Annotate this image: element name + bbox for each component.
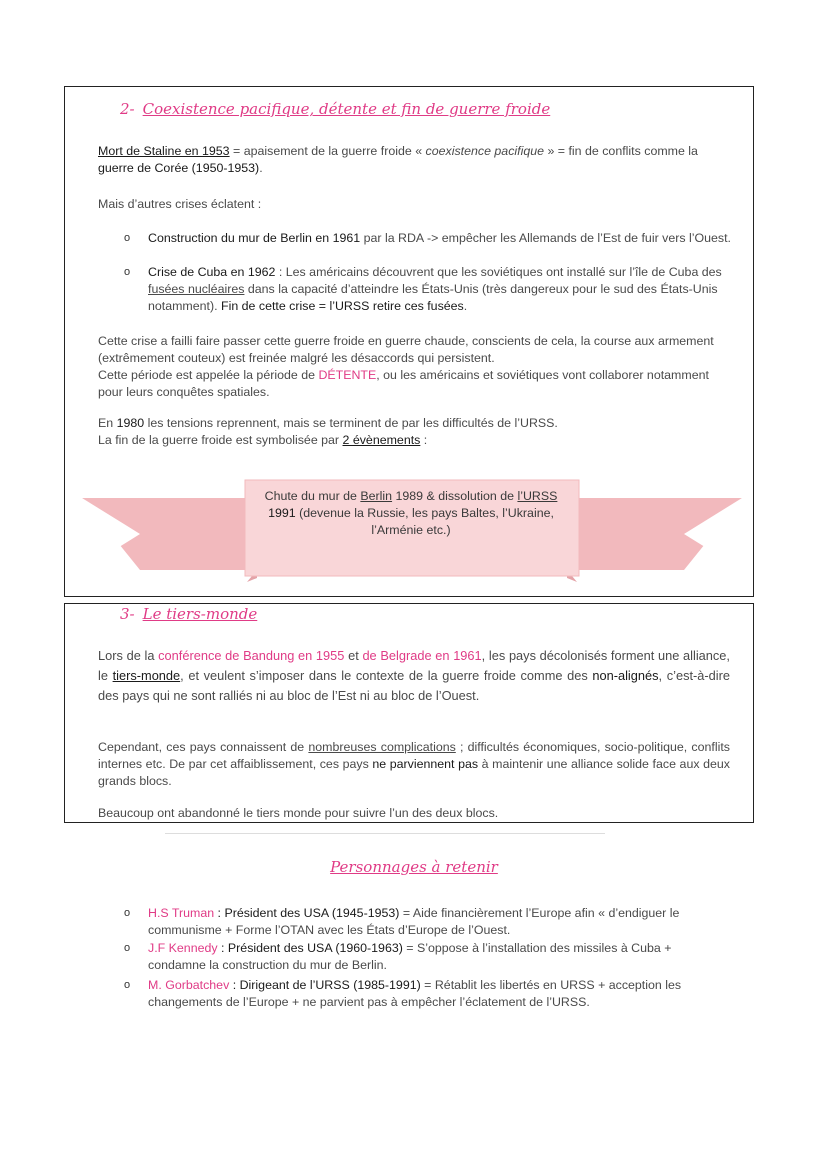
bullet-marker: o [124,907,131,919]
personnages-title: Personnages à retenir [330,858,498,876]
detente-paragraph: Cette crise a failli faire passer cette guerre froide en guerre chaude, conscients de cela, la course aux armement (extrêmement couteux) est freinée malgré les désaccords qui persistent. Cette période est appelée la période de DÉTENTE, ou les américains et soviétiques vont collaborer notamment pour leurs conquêtes spatiales. [98,334,714,399]
section-3-box [64,603,754,823]
section-2-number: 2- [120,100,135,118]
section-2-title: Coexistence pacifique, détente et fin de guerre froide [142,100,551,118]
bullet-marker: o [124,942,131,954]
tiers-monde-paragraph: Lors de la conférence de Bandung en 1955 et de Belgrade en 1961, les pays décolonisés forment une alliance, le tiers-monde, et veulent s’imposer dans le contexte de la guerre froide comme des non-alignés, c’est-à-dire des pays qui ne sont ralliés ni au bloc de l’Est ni au bloc de l’Ouest. [98,648,730,703]
cuba-crisis-item: Crise de Cuba en 1962 : Les américains découvrent que les soviétiques ont installé sur l’île de Cuba des fusées nucléaires dans la capacité d’atteindre les États-Unis (très dangereux pour le sud des États-Unis notamment). Fin de cette crise = l’URSS retire ces fusées. [148,265,722,313]
berlin-wall-item: Construction du mur de Berlin en 1961 par la RDA -> empêcher les Allemands de l’Est de fuir vers l’Ouest. [148,231,732,245]
complications-paragraph: Cependant, ces pays connaissent de nombreuses complications ; difficultés économiques, socio-politique, conflits internes etc. De par cet affaiblissement, ces pays ne parviennent pas à maintenir une alliance solide face aux deux grands blocs. [98,740,730,788]
divider [165,833,605,834]
ribbon-text: Chute du mur de Berlin 1989 & dissolution de l’URSS 1991 (devenue la Russie, les pays Baltes, l’Ukraine, l’Arménie etc.) [264,489,558,537]
staline-paragraph: Mort de Staline en 1953 = apaisement de la guerre froide « coexistence pacifique » = fin de conflits comme la guerre de Corée (1950-1953). [98,144,698,175]
section-3-number: 3- [120,605,135,623]
section-3-heading [120,605,257,623]
abandon-paragraph: Beaucoup ont abandonné le tiers monde pour suivre l’un des deux blocs. [98,806,499,820]
bullet-marker: o [124,232,131,244]
bullet-marker: o [124,266,131,278]
person-item-kennedy: J.F Kennedy : Président des USA (1960-1963) = S’oppose à l’installation des missiles à Cuba + condamne la construction du mur de Berlin. [148,941,672,972]
section-2-heading [120,100,550,118]
bullet-marker: o [124,979,131,991]
person-item-gorbatchev: M. Gorbatchev : Dirigeant de l’URSS (1985-1991) = Rétablit les libertés en URSS + acception les changements de l’Europe + ne parvient pas à empêcher l’éclatement de l’URSS. [148,978,682,1009]
person-item-truman: H.S Truman : Président des USA (1945-1953) = Aide financièrement l’Europe afin « d’endiguer le communisme + Forme l’OTAN avec les États d’Europe de l’Ouest. [148,906,680,937]
crises-intro: Mais d’autres crises éclatent : [98,197,262,211]
end-cold-war-paragraph: En 1980 les tensions reprennent, mais se terminent de par les difficultés de l’URSS. La fin de la guerre froide est symbolisée par 2 évènements : [98,416,558,447]
section-3-title: Le tiers-monde [142,605,258,623]
